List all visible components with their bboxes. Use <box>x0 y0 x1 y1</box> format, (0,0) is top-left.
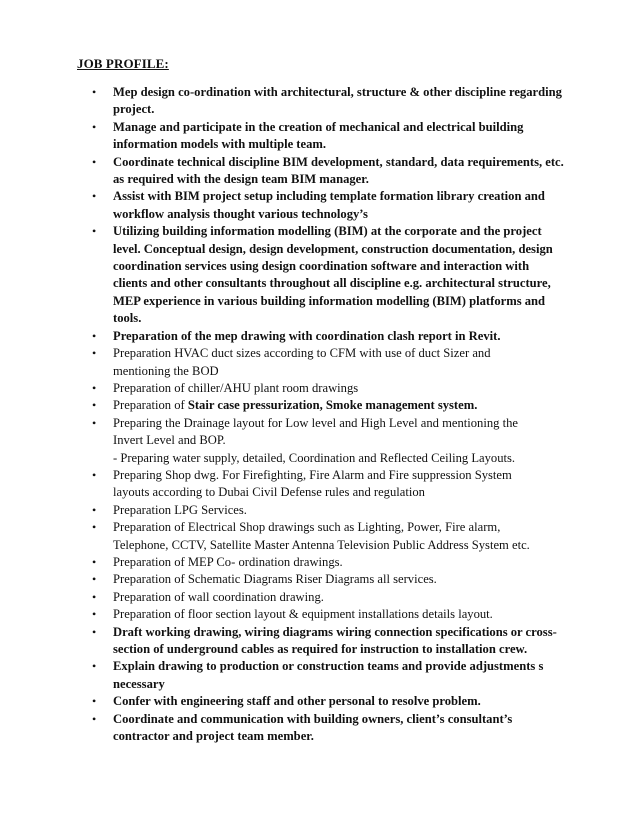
list-item <box>0 502 638 519</box>
bullet-icon: • <box>92 398 97 413</box>
list-item-line: tools. <box>113 311 142 326</box>
list-item <box>0 223 638 327</box>
list-item-line: section of underground cables as required for instruction to installation crew. <box>113 642 528 656</box>
bullet-icon: • <box>92 154 97 169</box>
bullet-icon: • <box>92 119 97 134</box>
list-item-line: Preparing Shop dwg. For Firefighting, Fire Alarm and Fire suppression System <box>113 467 512 482</box>
list-item-line: Coordinate and communication with building owners, client’s consultant’s <box>113 711 513 726</box>
bullet-icon: • <box>92 467 97 482</box>
list-item-line: MEP experience in various building information modelling (BIM) platforms and <box>113 293 546 308</box>
list-item-line: Preparation of Electrical Shop drawings such as Lighting, Power, Fire alarm, <box>113 520 501 535</box>
list-item-line: Utilizing building information modelling (BIM) at the corporate and the project <box>113 224 542 239</box>
list-item <box>0 467 638 502</box>
list-item-line: coordination services using design coordination software and interaction with <box>113 259 530 274</box>
list-item-line: Mep design co-ordination with architectural, structure & other discipline regarding <box>113 85 562 99</box>
list-item <box>0 415 638 450</box>
list-item-line: clients and other consultants throughout all discipline e.g. architectural structure, <box>113 276 551 291</box>
bullet-icon: • <box>92 380 97 395</box>
list-item <box>0 345 638 380</box>
bullet-icon: • <box>92 502 97 517</box>
list-item-emphasis: Stair case pressurization, Smoke management system. <box>187 398 478 413</box>
bullet-icon: • <box>92 589 97 604</box>
list-item <box>0 328 638 345</box>
list-item-line: Preparation of chiller/AHU plant room drawings <box>113 380 359 395</box>
list-item <box>0 606 638 623</box>
job-profile-heading: JOB PROFILE: <box>77 56 169 71</box>
list-item-line: contractor and project team member. <box>113 729 314 744</box>
list-item-line: level. Conceptual design, design development, construction documentation, design <box>113 241 553 256</box>
list-item-line: Preparation of wall coordination drawing. <box>113 589 324 604</box>
bullet-icon: • <box>92 572 97 587</box>
list-item-line: Preparation of MEP Co- ordination drawings. <box>113 554 343 569</box>
bullet-icon: • <box>92 189 97 204</box>
list-item-line: Assist with BIM project setup including template formation library creation and <box>113 189 545 204</box>
list-item <box>0 658 638 693</box>
list-item <box>0 397 638 414</box>
list-item <box>0 188 638 223</box>
list-item-line: Explain drawing to production or construction teams and provide adjustments s <box>113 659 544 674</box>
list-item-prefix: Preparation of <box>113 398 188 413</box>
list-item-line: as required with the design team BIM manager. <box>113 172 369 187</box>
bullet-icon: • <box>92 624 97 639</box>
bullet-icon: • <box>92 224 97 239</box>
list-item-line: information models with multiple team. <box>113 137 327 152</box>
list-item <box>0 589 638 606</box>
list-item <box>0 119 638 154</box>
list-item-line: Preparation HVAC duct sizes according to CFM with use of duct Sizer and <box>113 346 491 361</box>
bullet-icon: • <box>92 85 97 99</box>
list-item-line: Draft working drawing, wiring diagrams wiring connection specifications or cross- <box>113 624 557 639</box>
list-item <box>0 571 638 588</box>
list-item <box>0 711 638 746</box>
bullet-icon: • <box>92 607 97 622</box>
list-item <box>0 519 638 554</box>
list-item-line <box>113 397 566 414</box>
list-item-line: project. <box>113 102 155 117</box>
list-item <box>0 693 638 710</box>
list-item-line: Preparation LPG Services. <box>113 502 247 517</box>
list-item-line: Invert Level and BOP. <box>113 433 226 448</box>
list-item-line: Telephone, CCTV, Satellite Master Antenna Television Public Address System etc. <box>113 537 530 552</box>
list-item <box>0 84 638 119</box>
list-item <box>0 624 638 659</box>
bullet-icon: • <box>92 659 97 674</box>
list-item-continuation: - Preparing water supply, detailed, Coordination and Reflected Ceiling Layouts. <box>113 450 516 465</box>
list-item-line: Preparing the Drainage layout for Low level and High Level and mentioning the <box>113 415 518 430</box>
job-profile-list <box>0 84 638 745</box>
bullet-icon: • <box>92 554 97 569</box>
list-item-line: mentioning the BOD <box>113 363 219 378</box>
list-item-line: Preparation of Schematic Diagrams Riser Diagrams all services. <box>113 572 437 587</box>
list-item-line: necessary <box>113 676 165 691</box>
bullet-icon: • <box>92 711 97 726</box>
list-item <box>0 154 638 189</box>
list-item <box>0 380 638 397</box>
list-item-line: workflow analysis thought various technology’s <box>113 206 368 221</box>
list-item-line: Preparation of the mep drawing with coordination clash report in Revit. <box>113 328 501 343</box>
list-item-line: Manage and participate in the creation of mechanical and electrical building <box>113 119 524 134</box>
list-item-line: layouts according to Dubai Civil Defense rules and regulation <box>113 485 425 500</box>
bullet-icon: • <box>92 415 97 430</box>
list-item-line: Confer with engineering staff and other personal to resolve problem. <box>113 694 481 709</box>
list-item-line: Preparation of floor section layout & equipment installations details layout. <box>113 607 493 622</box>
bullet-icon: • <box>92 520 97 535</box>
list-item <box>0 554 638 571</box>
bullet-icon: • <box>92 328 97 343</box>
bullet-icon: • <box>92 346 97 361</box>
bullet-icon: • <box>92 694 97 709</box>
list-item-line: Coordinate technical discipline BIM development, standard, data requirements, etc. <box>113 154 564 169</box>
